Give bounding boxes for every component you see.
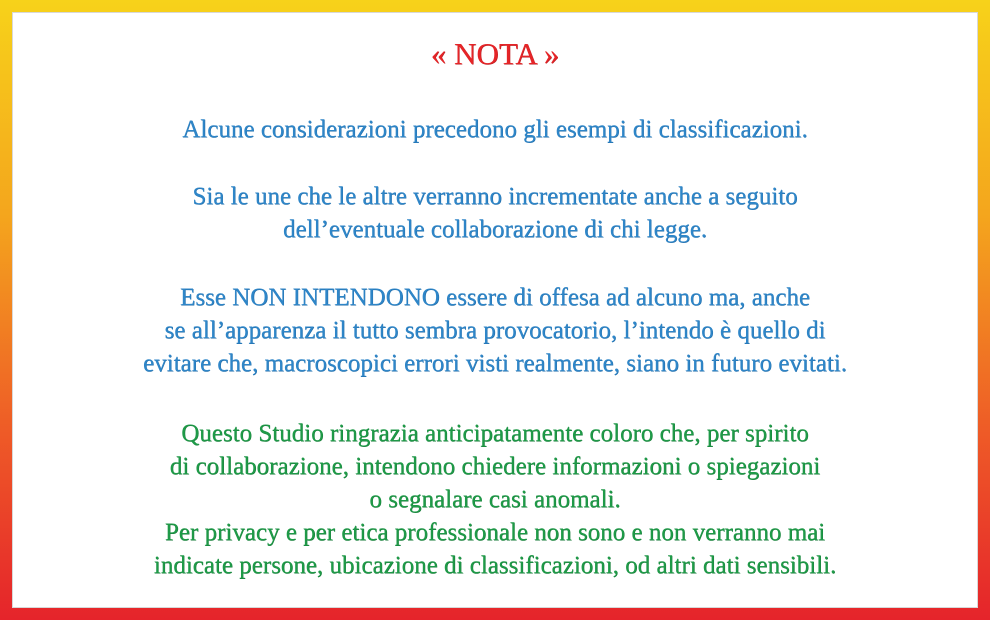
paragraph-thanks-line: di collaborazione, intendono chiedere informazioni o spiegazioni [169, 453, 821, 480]
paragraph-thanks-line: o segnalare casi anomali. [369, 486, 621, 513]
paragraph-disclaimer-line: Esse NON INTENDONO essere di offesa ad alcuno ma, anche [180, 284, 810, 311]
paragraph-disclaimer-line: evitare che, macroscopici errori visti realmente, siano in futuro evitati. [143, 350, 847, 377]
paragraph-increment [13, 180, 977, 246]
paragraph-increment-line: Sia le une che le altre verranno incrementate anche a seguito [192, 183, 798, 210]
note-panel [12, 12, 978, 608]
paragraph-intro [13, 113, 977, 146]
paragraph-disclaimer-line: se all’apparenza il tutto sembra provocatorio, l’intendo è quello di [164, 317, 826, 344]
note-title: « NOTA » [430, 36, 560, 71]
paragraph-increment-line: dell’eventuale collaborazione di chi legge. [282, 216, 708, 243]
paragraph-thanks-privacy [13, 417, 977, 582]
paragraph-thanks-line: Questo Studio ringrazia anticipatamente coloro che, per spirito [181, 420, 809, 447]
paragraph-disclaimer [13, 281, 977, 380]
paragraph-intro-line: Alcune considerazioni precedono gli esempi di classificazioni. [182, 116, 808, 143]
paragraph-privacy-line: Per privacy e per etica professionale non sono e non verranno mai [164, 519, 826, 546]
paragraph-privacy-line: indicate persone, ubicazione di classificazioni, od altri dati sensibili. [153, 552, 837, 579]
